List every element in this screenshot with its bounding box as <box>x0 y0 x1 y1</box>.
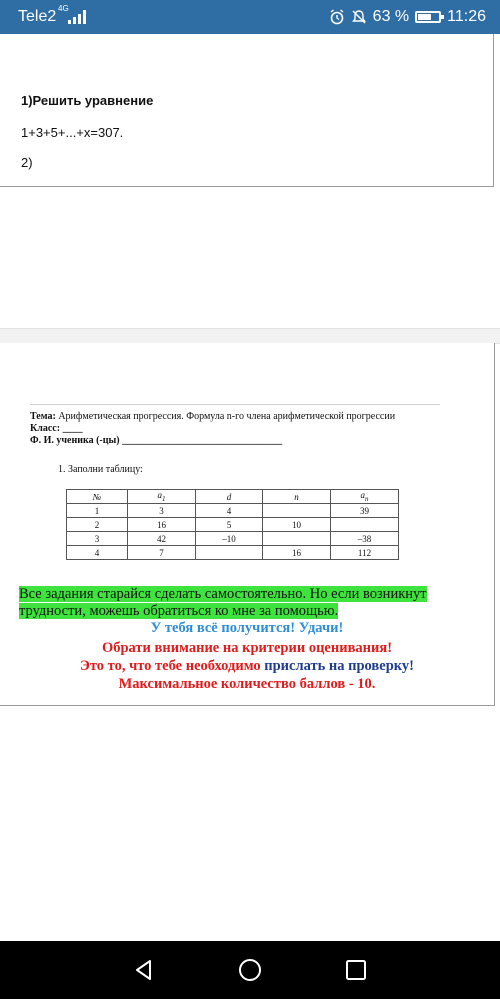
encouragement-text: У тебя всё получится! Удачи! <box>150 620 344 636</box>
table-cell: 3 <box>67 532 128 546</box>
section-divider <box>0 328 500 344</box>
recent-apps-icon[interactable] <box>345 959 367 981</box>
clock: 11:26 <box>447 8 486 25</box>
worksheet-top-rule <box>30 404 440 405</box>
table-cell: 112 <box>331 546 399 560</box>
worksheet-card <box>0 343 495 706</box>
table-cell <box>196 546 263 560</box>
table-cell: 1 <box>67 504 128 518</box>
send-prefix: Это то, что тебе необходимо <box>80 658 265 674</box>
topic-label: Тема: <box>30 411 56 422</box>
table-header: n <box>263 490 331 504</box>
max-score-note: Максимальное количество баллов - 10. <box>118 676 376 692</box>
alarm-icon <box>329 9 345 25</box>
table-cell: –38 <box>331 532 399 546</box>
back-icon[interactable] <box>132 958 156 982</box>
worksheet-task: 1. Заполни таблицу: <box>58 464 143 475</box>
network-type: 4G <box>58 4 69 13</box>
progression-table <box>66 489 399 560</box>
table-cell <box>331 518 399 532</box>
table-header: $a_1$ <box>128 490 196 504</box>
signal-icon <box>68 10 90 24</box>
status-bar <box>0 0 500 34</box>
task-title: 1)Решить уравнение <box>21 93 154 108</box>
table-header: № <box>67 490 128 504</box>
task-second-item: 2) <box>21 155 33 170</box>
battery-level-fill <box>418 14 431 20</box>
mute-icon <box>351 9 367 25</box>
battery-percent: 63 % <box>372 8 410 25</box>
table-row <box>67 518 399 532</box>
task-card <box>0 34 494 187</box>
green-note-text: Все задания старайся сделать самостоятельно. Но если возникнут трудности, можешь обратиться ко мне за помощью. <box>19 586 427 619</box>
worksheet-class: Класс: ____ <box>30 423 83 434</box>
table-header: $a_n$ <box>331 490 399 504</box>
table-cell: 4 <box>67 546 128 560</box>
table-cell <box>263 504 331 518</box>
table-cell: 4 <box>196 504 263 518</box>
home-icon[interactable] <box>238 958 262 982</box>
send-highlight: прислать на проверку! <box>264 658 414 674</box>
table-cell: 10 <box>263 518 331 532</box>
table-cell: –10 <box>196 532 263 546</box>
table-cell <box>263 532 331 546</box>
send-note <box>0 658 494 675</box>
topic-text: Арифметическая прогрессия. Формула n-го члена арифметической прогрессии <box>55 411 396 422</box>
table-header: d <box>196 490 263 504</box>
table-cell: 3 <box>128 504 196 518</box>
battery-icon <box>415 11 441 23</box>
navigation-bar <box>0 941 500 999</box>
table-row <box>67 532 399 546</box>
worksheet-student-name: Ф. И. ученика (-цы) ________________________________ <box>30 435 283 446</box>
table-cell: 39 <box>331 504 399 518</box>
status-right <box>329 7 486 27</box>
table-header-row <box>67 490 399 504</box>
carrier-name: Tele2 <box>18 8 57 25</box>
table-cell: 7 <box>128 546 196 560</box>
table-cell: 42 <box>128 532 196 546</box>
task-equation: 1+3+5+...+x=307. <box>21 125 124 140</box>
table-row <box>67 504 399 518</box>
table-row <box>67 546 399 560</box>
table-cell: 2 <box>67 518 128 532</box>
green-highlight-note <box>19 586 471 620</box>
table-cell: 5 <box>196 518 263 532</box>
criteria-note: Обрати внимание на критерии оценивания! <box>101 640 393 656</box>
table-cell: 16 <box>128 518 196 532</box>
table-cell: 16 <box>263 546 331 560</box>
worksheet-topic <box>30 411 395 422</box>
